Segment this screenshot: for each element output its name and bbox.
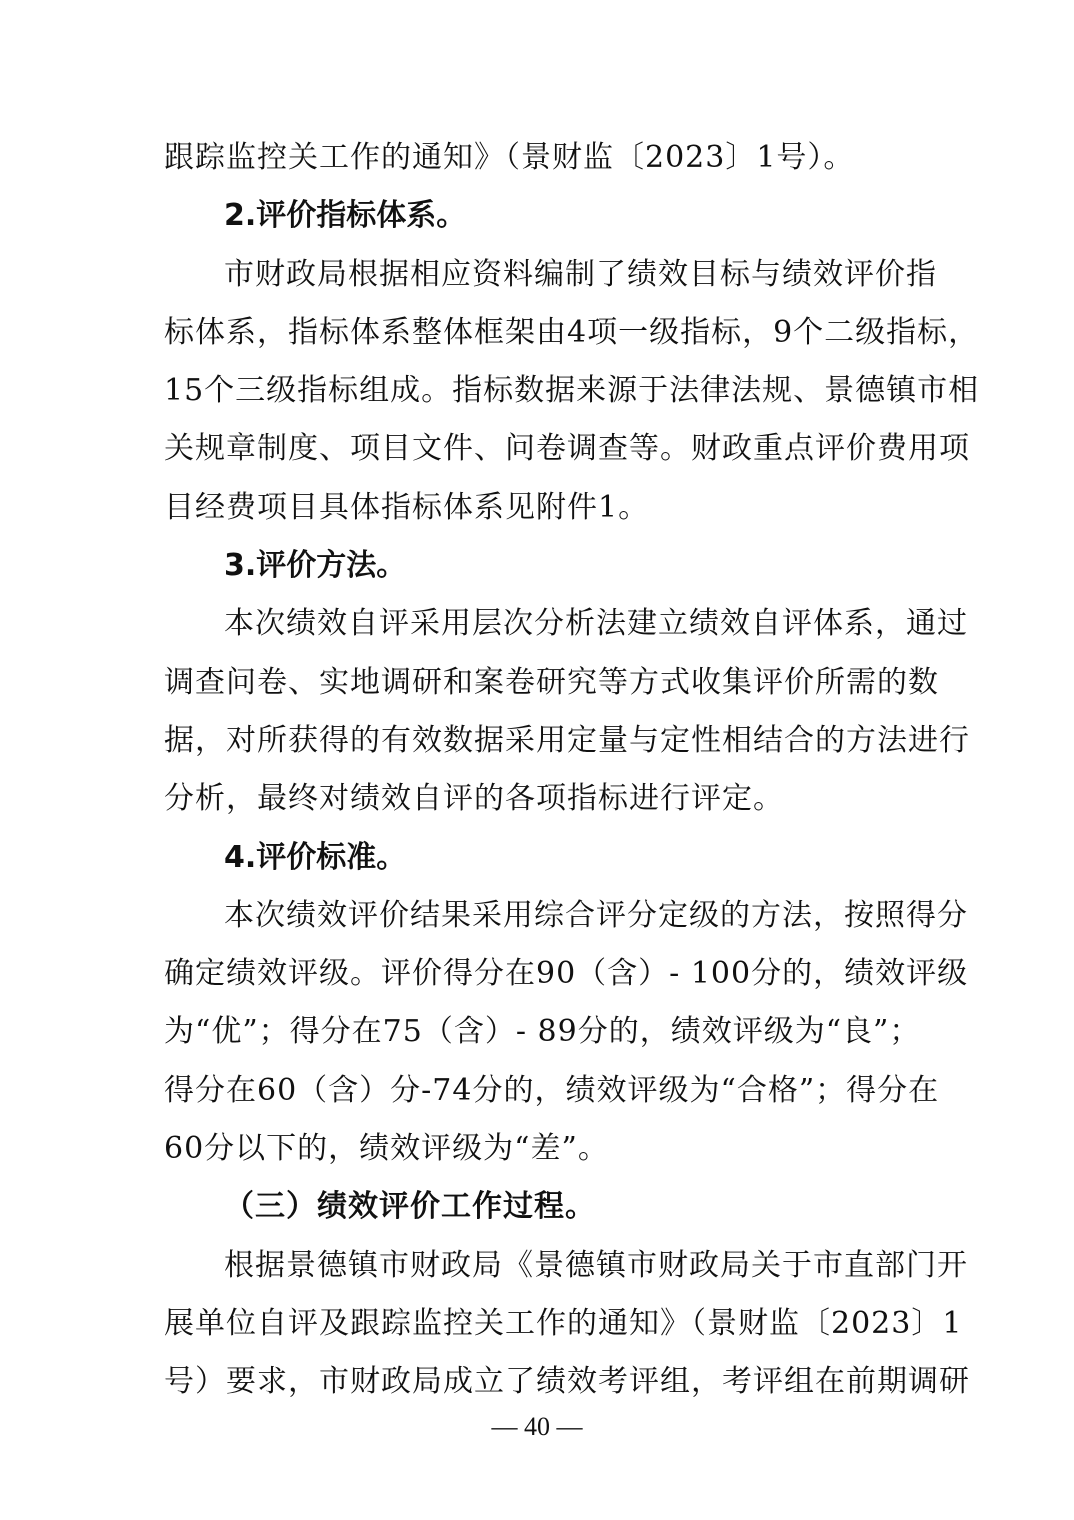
text-line: 标体系，指标体系整体框架由4项一级指标，9个二级指标， — [164, 314, 980, 350]
section-heading-indicator-system: 2.评价指标体系。 — [224, 198, 467, 234]
text-line: 展单位自评及跟踪监控关工作的通知》（景财监〔2023〕1 — [164, 1305, 963, 1341]
text-line: 本次绩效评价结果采用综合评分定级的方法，按照得分 — [224, 897, 968, 933]
text-line: 目经费项目具体指标体系见附件1。 — [164, 489, 650, 525]
text-line: 市财政局根据相应资料编制了绩效目标与绩效评价指 — [224, 256, 937, 292]
text-line: 本次绩效自评采用层次分析法建立绩效自评体系，通过 — [224, 606, 968, 642]
text-line: 分析，最终对绩效自评的各项指标进行评定。 — [164, 781, 784, 817]
document-body — [164, 129, 980, 1412]
text-line: 关规章制度、项目文件、问卷调查等。财政重点评价费用项 — [164, 431, 970, 467]
page-number: — 40 — — [491, 1412, 583, 1441]
text-line: 为“优”；得分在75（含）- 89分的，绩效评级为“良”； — [164, 1014, 921, 1050]
text-line: 跟踪监控关工作的通知》（景财监〔2023〕1号）。 — [164, 140, 855, 175]
text-line: 调查问卷、实地调研和案卷研究等方式收集评价所需的数 — [164, 664, 939, 700]
text-line: 根据景德镇市财政局《景德镇市财政局关于市直部门开 — [224, 1247, 968, 1283]
text-line: 60分以下的，绩效评级为“差”。 — [164, 1131, 609, 1167]
text-line: 号）要求，市财政局成立了绩效考评组，考评组在前期调研 — [164, 1364, 970, 1400]
section-heading-evaluation-standard: 4.评价标准。 — [224, 839, 407, 875]
text-line: 据，对所获得的有效数据采用定量与定性相结合的方法进行 — [164, 722, 970, 758]
section-heading-evaluation-process: （三）绩效评价工作过程。 — [224, 1189, 596, 1225]
text-line: 确定绩效评级。评价得分在90（含）- 100分的，绩效评级 — [164, 956, 969, 992]
text-line: 15个三级指标组成。指标数据来源于法律法规、景德镇市相 — [164, 373, 980, 409]
section-heading-evaluation-method: 3.评价方法。 — [224, 548, 407, 584]
text-line: 得分在60（含）分-74分的，绩效评级为“合格”；得分在 — [164, 1072, 940, 1108]
